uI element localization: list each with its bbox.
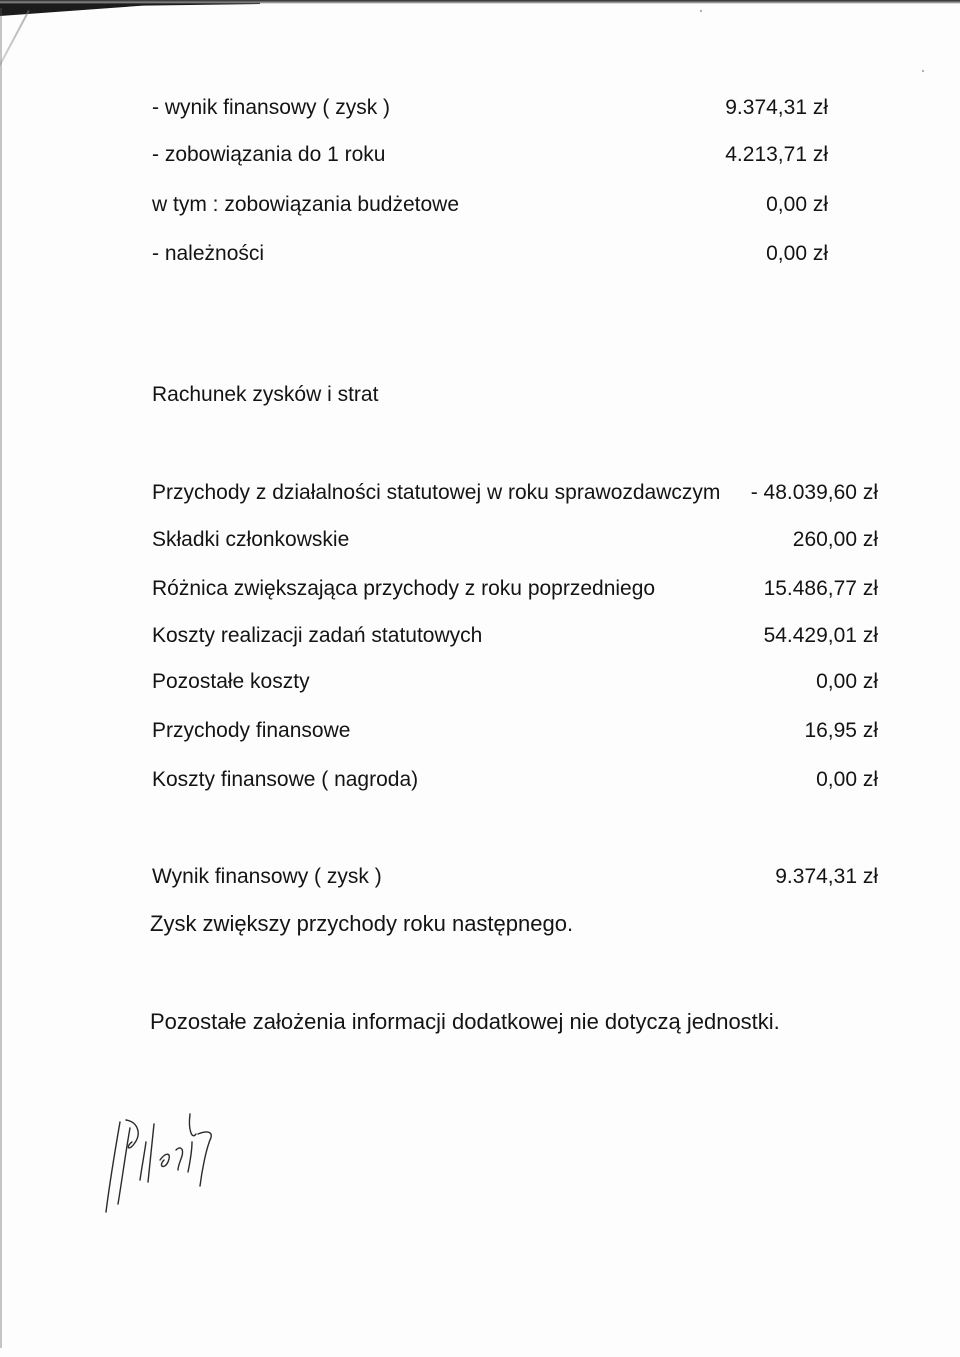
row-label: Koszty realizacji zadań statutowych <box>152 624 483 647</box>
signature-stroke <box>118 1128 130 1204</box>
row-value: 0,00 zł <box>766 193 828 216</box>
section-heading: Rachunek zysków i strat <box>152 383 379 406</box>
handwritten-signature <box>96 1100 236 1220</box>
statement-row <box>0 572 960 606</box>
row-label: Pozostałe koszty <box>152 670 310 693</box>
signature-stroke <box>106 1122 120 1212</box>
row-value: 0,00 zł <box>766 242 828 265</box>
row-label: - należności <box>152 242 265 265</box>
row-label: - wynik finansowy ( zysk ) <box>152 96 391 119</box>
result-row <box>0 860 960 894</box>
scan-speck <box>700 10 702 12</box>
row-value: 0,00 zł <box>816 670 878 693</box>
row-value: 54.429,01 zł <box>763 624 878 647</box>
other-assumptions-note: Pozostałe założenia informacji dodatkowej nie dotyczą jednostki. <box>150 1009 780 1034</box>
signature-stroke <box>160 1154 169 1166</box>
row-label: - zobowiązania do 1 roku <box>152 143 386 166</box>
liability-row <box>0 237 960 271</box>
statement-row <box>0 476 960 510</box>
statement-row <box>0 714 960 748</box>
row-label: w tym : zobowiązania budżetowe <box>152 193 459 216</box>
row-label: Składki członkowskie <box>152 528 350 551</box>
row-value: 15.486,77 zł <box>763 577 878 600</box>
row-value: 9.374,31 zł <box>725 96 828 119</box>
signature-stroke <box>188 1142 192 1172</box>
signature-stroke <box>189 1114 196 1136</box>
signature-stroke <box>198 1132 211 1186</box>
signature-stroke <box>140 1142 146 1180</box>
signature-stroke <box>176 1148 183 1170</box>
statement-row <box>0 619 960 653</box>
statement-row <box>0 763 960 797</box>
row-value: 16,95 zł <box>804 719 878 742</box>
scan-speck <box>922 70 924 72</box>
row-label: Przychody finansowe <box>152 719 351 742</box>
statement-row <box>0 665 960 699</box>
row-value: - 48.039,60 zł <box>750 481 878 504</box>
profit-note: Zysk zwiększy przychody roku następnego. <box>150 911 574 936</box>
result-value: 9.374,31 zł <box>775 865 878 888</box>
row-value: 0,00 zł <box>816 768 878 791</box>
row-value: 4.213,71 zł <box>725 143 828 166</box>
statement-row <box>0 523 960 557</box>
row-label: Różnica zwiększająca przychody z roku poprzedniego <box>152 577 656 600</box>
scan-top-edge <box>0 0 960 4</box>
row-value: 260,00 zł <box>792 528 878 551</box>
row-label: Przychody z działalności statutowej w roku sprawozdawczym <box>152 481 721 504</box>
liability-row <box>0 138 960 172</box>
result-label: Wynik finansowy ( zysk ) <box>152 865 382 888</box>
liability-row <box>0 91 960 125</box>
signature-stroke <box>148 1124 154 1182</box>
row-label: Koszty finansowe ( nagroda) <box>152 768 419 791</box>
liability-row <box>0 188 960 222</box>
